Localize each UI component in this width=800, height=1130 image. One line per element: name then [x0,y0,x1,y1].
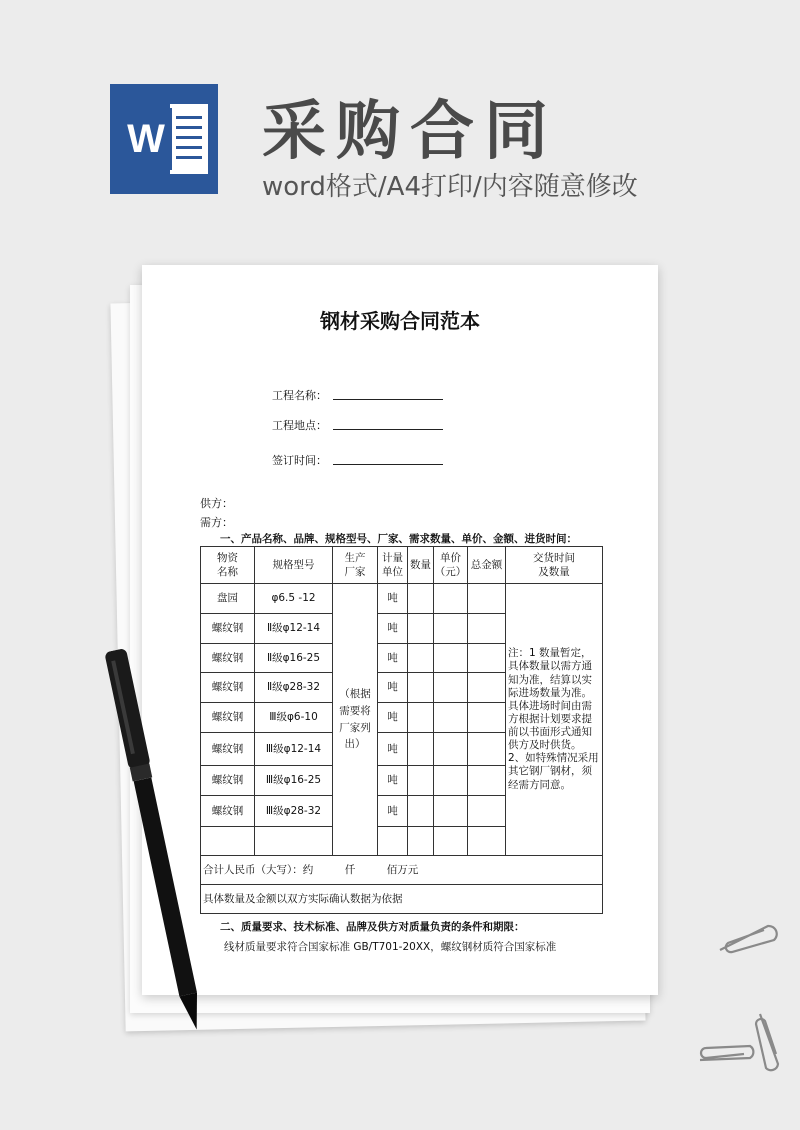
contract-page [142,265,658,995]
row-name: 螺纹钢 [201,733,255,766]
basis-row [201,885,603,914]
product-table [200,546,603,914]
row-amount [468,644,506,673]
table-row [201,584,603,614]
row-amount [468,703,506,733]
row-price [434,673,468,703]
buyer-label: 需方： [200,516,233,529]
row-price [434,644,468,673]
row-name: 螺纹钢 [201,796,255,827]
project-name-label: 工程名称： [272,389,327,402]
document-lines-icon [170,104,208,174]
word-letter: W [120,108,172,170]
header-delivery: 交货时间 及数量 [506,547,603,584]
row-qty [408,644,434,673]
row-name [201,827,255,856]
row-qty [408,733,434,766]
paperclip-icon [752,1010,788,1074]
paperclip-icon [712,918,782,958]
delivery-note: 注：1 数量暂定，具体数量以需方通知为准，结算以实际进场数量为准。具体进场时间由需方根据计划要求提前以书面形式通知供方及时供货。 2、如特殊情况采用其它钢厂钢材，须经需方同意。 [506,584,603,856]
basis-text: 具体数量及金额以双方实际确认数据为依据 [201,885,603,914]
row-qty [408,827,434,856]
row-spec: Ⅱ级φ16-25 [255,644,333,673]
section-1-heading: 一、产品名称、品牌、规格型号、厂家、需求数量、单价、金额、进货时间： [220,533,577,545]
row-qty [408,796,434,827]
row-price [434,614,468,644]
project-location-field [272,417,443,433]
row-spec: φ6.5 -12 [255,584,333,614]
row-spec: Ⅱ级φ12-14 [255,614,333,644]
row-qty [408,584,434,614]
row-unit [378,827,408,856]
row-unit: 吨 [378,644,408,673]
section-2-heading: 二、质量要求、技术标准、品牌及供方对质量负责的条件和期限： [220,921,525,933]
row-unit: 吨 [378,766,408,796]
row-unit: 吨 [378,614,408,644]
row-price [434,827,468,856]
row-spec: Ⅲ级φ12-14 [255,733,333,766]
word-logo-icon [110,84,218,194]
total-amount-text: 合计人民币（大写）：约 仟 佰万元 [201,856,603,885]
row-amount [468,766,506,796]
project-location-blank [333,420,443,430]
row-name: 螺纹钢 [201,673,255,703]
table-header-row [201,547,603,584]
row-unit: 吨 [378,733,408,766]
row-spec: Ⅱ级φ28-32 [255,673,333,703]
row-amount [468,614,506,644]
row-spec: Ⅲ级φ16-25 [255,766,333,796]
row-qty [408,673,434,703]
row-amount [468,584,506,614]
maker-note: （根据需要将厂家列出） [333,584,378,856]
header-unit: 计量 单位 [378,547,408,584]
signing-date-blank [333,455,443,465]
row-price [434,733,468,766]
banner-subtitle: word格式/A4打印/内容随意修改 [262,172,638,202]
row-price [434,703,468,733]
row-unit: 吨 [378,673,408,703]
header-name: 物资 名称 [201,547,255,584]
row-qty [408,614,434,644]
row-amount [468,673,506,703]
header-spec: 规格型号 [255,547,333,584]
row-name: 螺纹钢 [201,703,255,733]
project-name-blank [333,390,443,400]
total-row [201,856,603,885]
signing-date-label: 签订时间： [272,454,327,467]
row-amount [468,733,506,766]
row-amount [468,796,506,827]
row-spec: Ⅲ级φ6-10 [255,703,333,733]
row-name: 盘园 [201,584,255,614]
row-spec [255,827,333,856]
row-name: 螺纹钢 [201,644,255,673]
row-name: 螺纹钢 [201,614,255,644]
row-spec: Ⅲ级φ28-32 [255,796,333,827]
row-price [434,796,468,827]
row-amount [468,827,506,856]
document-title: 钢材采购合同范本 [320,309,480,333]
row-name: 螺纹钢 [201,766,255,796]
header-amount: 总金额 [468,547,506,584]
row-qty [408,703,434,733]
row-qty [408,766,434,796]
row-unit: 吨 [378,584,408,614]
project-location-label: 工程地点： [272,419,327,432]
row-unit: 吨 [378,703,408,733]
header-maker: 生产 厂家 [333,547,378,584]
row-price [434,766,468,796]
row-price [434,584,468,614]
project-name-field [272,387,443,403]
banner-title: 采购合同 [262,95,558,169]
supplier-label: 供方： [200,497,233,510]
signing-date-field [272,452,443,468]
row-unit: 吨 [378,796,408,827]
header-qty: 数量 [408,547,434,584]
section-2-text: 线材质量要求符合国家标准 GB/T701-20XX，螺纹钢材质符合国家标准 [224,941,557,953]
header-price: 单价 （元） [434,547,468,584]
